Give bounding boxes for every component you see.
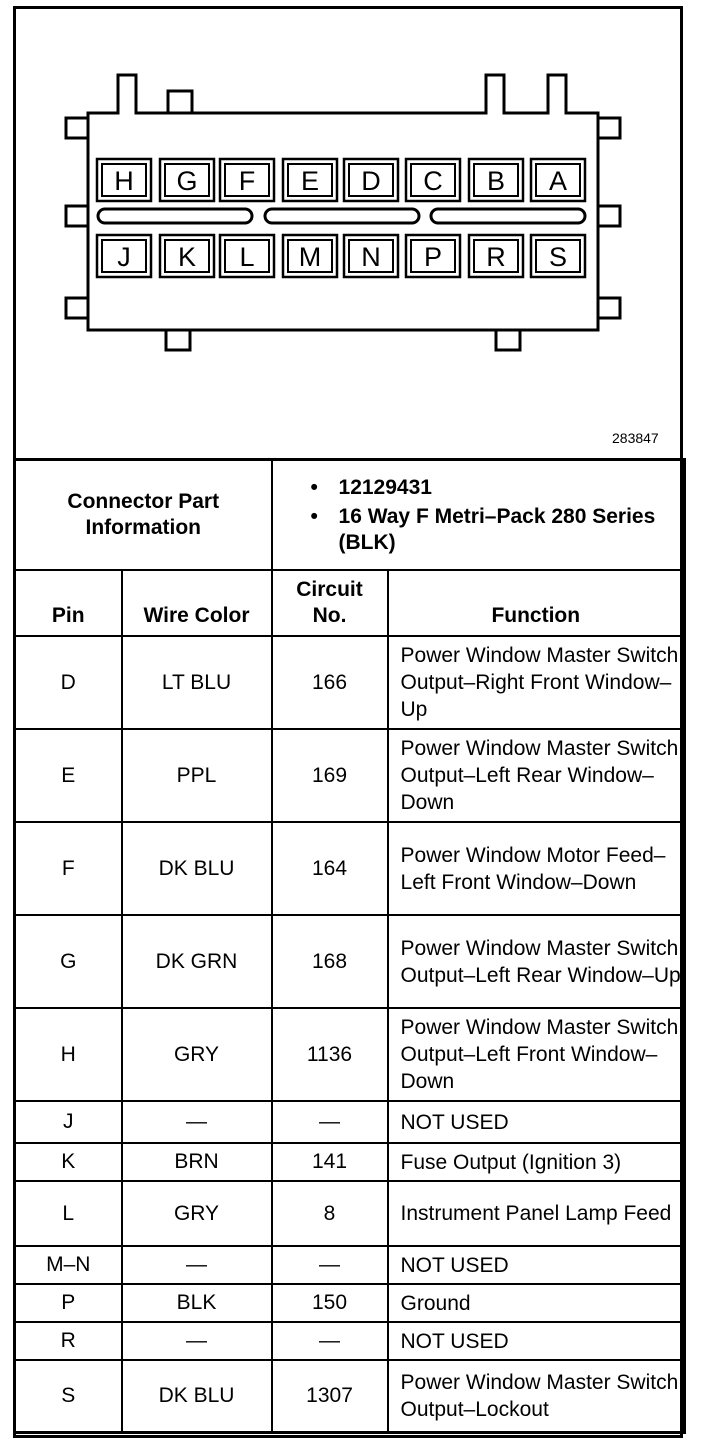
cell-wire-color: GRY bbox=[122, 1181, 272, 1246]
cell-function: NOT USED bbox=[388, 1101, 685, 1143]
header-function: Function bbox=[388, 570, 685, 636]
pin-cavity-a bbox=[531, 159, 585, 201]
diagram-id: 283847 bbox=[612, 430, 659, 446]
cell-pin: L bbox=[15, 1181, 122, 1246]
cell-wire-color: PPL bbox=[122, 729, 272, 822]
connector-part-number: • 12129431 bbox=[311, 475, 684, 501]
cell-circuit: 8 bbox=[272, 1181, 388, 1246]
connector-info-list bbox=[272, 460, 685, 571]
cell-pin: G bbox=[15, 915, 122, 1008]
pin-label: J bbox=[117, 242, 131, 272]
pin-cavity-h bbox=[97, 159, 151, 201]
cell-function: Instrument Panel Lamp Feed bbox=[388, 1181, 685, 1246]
cell-wire-color: DK BLU bbox=[122, 822, 272, 915]
cell-function: Power Window Motor Feed–Left Front Window–Down bbox=[388, 822, 685, 915]
pin-cavity-n bbox=[344, 235, 398, 277]
cell-wire-color: DK BLU bbox=[122, 1360, 272, 1432]
cell-pin: H bbox=[15, 1008, 122, 1101]
cell-wire-color: LT BLU bbox=[122, 636, 272, 729]
cell-pin: P bbox=[15, 1284, 122, 1322]
table-header-row bbox=[15, 570, 685, 636]
cell-circuit: 1136 bbox=[272, 1008, 388, 1101]
table-row bbox=[15, 1360, 685, 1432]
connector-tab bbox=[496, 330, 520, 350]
cell-pin: M–N bbox=[15, 1246, 122, 1284]
pin-cavity-r bbox=[469, 235, 523, 277]
pin-label: N bbox=[361, 242, 381, 272]
connector-diagram bbox=[0, 0, 704, 458]
table-row bbox=[15, 1101, 685, 1143]
cell-wire-color: — bbox=[122, 1322, 272, 1360]
cell-function: NOT USED bbox=[388, 1322, 685, 1360]
cell-wire-color: GRY bbox=[122, 1008, 272, 1101]
connector-tab bbox=[66, 298, 88, 318]
cell-function: NOT USED bbox=[388, 1246, 685, 1284]
table-row bbox=[15, 1284, 685, 1322]
cell-circuit: 150 bbox=[272, 1284, 388, 1322]
cell-function: Fuse Output (Ignition 3) bbox=[388, 1143, 685, 1181]
pin-label: C bbox=[423, 166, 443, 196]
cell-circuit: 168 bbox=[272, 915, 388, 1008]
header-wire-color: Wire Color bbox=[122, 570, 272, 636]
pin-label: D bbox=[361, 166, 381, 196]
connector-tab bbox=[168, 91, 192, 113]
pin-cavity-b bbox=[469, 159, 523, 201]
pin-label: R bbox=[486, 242, 506, 272]
header-pin: Pin bbox=[15, 570, 122, 636]
cell-pin: J bbox=[15, 1101, 122, 1143]
connector-info-row bbox=[15, 460, 685, 571]
pin-cavity-l bbox=[220, 235, 274, 277]
cell-pin: K bbox=[15, 1143, 122, 1181]
cell-wire-color: BRN bbox=[122, 1143, 272, 1181]
connector-body bbox=[88, 75, 598, 330]
header-circuit: Circuit No. bbox=[272, 570, 388, 636]
cell-circuit: 141 bbox=[272, 1143, 388, 1181]
cell-circuit: 166 bbox=[272, 636, 388, 729]
cell-circuit: 1307 bbox=[272, 1360, 388, 1432]
cell-function: Power Window Master Switch Output–Left Rear Window–Up bbox=[388, 915, 685, 1008]
connector-tab bbox=[598, 118, 620, 138]
cell-pin: S bbox=[15, 1360, 122, 1432]
cell-circuit: — bbox=[272, 1246, 388, 1284]
connector-tab bbox=[66, 118, 88, 138]
pin-label: H bbox=[114, 166, 134, 196]
connector-tab bbox=[598, 206, 620, 226]
connector-tab bbox=[166, 330, 190, 350]
pin-cavity-m bbox=[283, 235, 337, 277]
pin-cavity-d bbox=[344, 159, 398, 201]
pin-label: S bbox=[548, 242, 568, 272]
pin-cavity-p bbox=[406, 235, 460, 277]
pin-cavity-s bbox=[531, 235, 585, 277]
cell-pin: D bbox=[15, 636, 122, 729]
cell-function: Power Window Master Switch Output–Left Front Window–Down bbox=[388, 1008, 685, 1101]
cell-circuit: — bbox=[272, 1101, 388, 1143]
cell-circuit: 169 bbox=[272, 729, 388, 822]
table-row bbox=[15, 729, 685, 822]
pin-cavity-k bbox=[160, 235, 214, 277]
table-row bbox=[15, 1181, 685, 1246]
table-row bbox=[15, 1143, 685, 1181]
cell-circuit: — bbox=[272, 1322, 388, 1360]
pin-cavity-f bbox=[220, 159, 274, 201]
connector-tab bbox=[66, 206, 88, 226]
pin-cavity-j bbox=[97, 235, 151, 277]
connector-info-label: Connector Part Information bbox=[15, 460, 272, 571]
pin-label: P bbox=[423, 242, 443, 272]
cell-function: Ground bbox=[388, 1284, 685, 1322]
cell-wire-color: BLK bbox=[122, 1284, 272, 1322]
pin-label: E bbox=[300, 166, 320, 196]
pin-label: B bbox=[486, 166, 506, 196]
cell-pin: F bbox=[15, 822, 122, 915]
cell-wire-color: — bbox=[122, 1101, 272, 1143]
table-row bbox=[15, 1322, 685, 1360]
cell-pin: E bbox=[15, 729, 122, 822]
table-row bbox=[15, 822, 685, 915]
pin-label: K bbox=[177, 242, 197, 272]
cell-circuit: 164 bbox=[272, 822, 388, 915]
connector-type: • 16 Way F Metri–Pack 280 Series (BLK) bbox=[311, 504, 684, 556]
cell-pin: R bbox=[15, 1322, 122, 1360]
cell-wire-color: — bbox=[122, 1246, 272, 1284]
table-row bbox=[15, 636, 685, 729]
pin-label: G bbox=[176, 166, 198, 196]
table-row bbox=[15, 1246, 685, 1284]
table-row bbox=[15, 915, 685, 1008]
cell-function: Power Window Master Switch Output–Left Rear Window–Down bbox=[388, 729, 685, 822]
pin-label: L bbox=[239, 242, 255, 272]
pin-cavity-c bbox=[406, 159, 460, 201]
connector-table bbox=[13, 458, 686, 1434]
pin-label: M bbox=[298, 242, 322, 272]
pin-cavity-g bbox=[160, 159, 214, 201]
cell-function: Power Window Master Switch Output–Right Front Window–Up bbox=[388, 636, 685, 729]
cell-function: Power Window Master Switch Output–Lockout bbox=[388, 1360, 685, 1432]
connector-slot bbox=[265, 209, 419, 223]
connector-slot bbox=[431, 209, 585, 223]
connector-tab bbox=[598, 298, 620, 318]
pin-label: F bbox=[238, 166, 256, 196]
cell-wire-color: DK GRN bbox=[122, 915, 272, 1008]
pin-cavity-e bbox=[283, 159, 337, 201]
table-row bbox=[15, 1008, 685, 1101]
pin-label: A bbox=[548, 166, 568, 196]
connector-slot bbox=[98, 209, 252, 223]
